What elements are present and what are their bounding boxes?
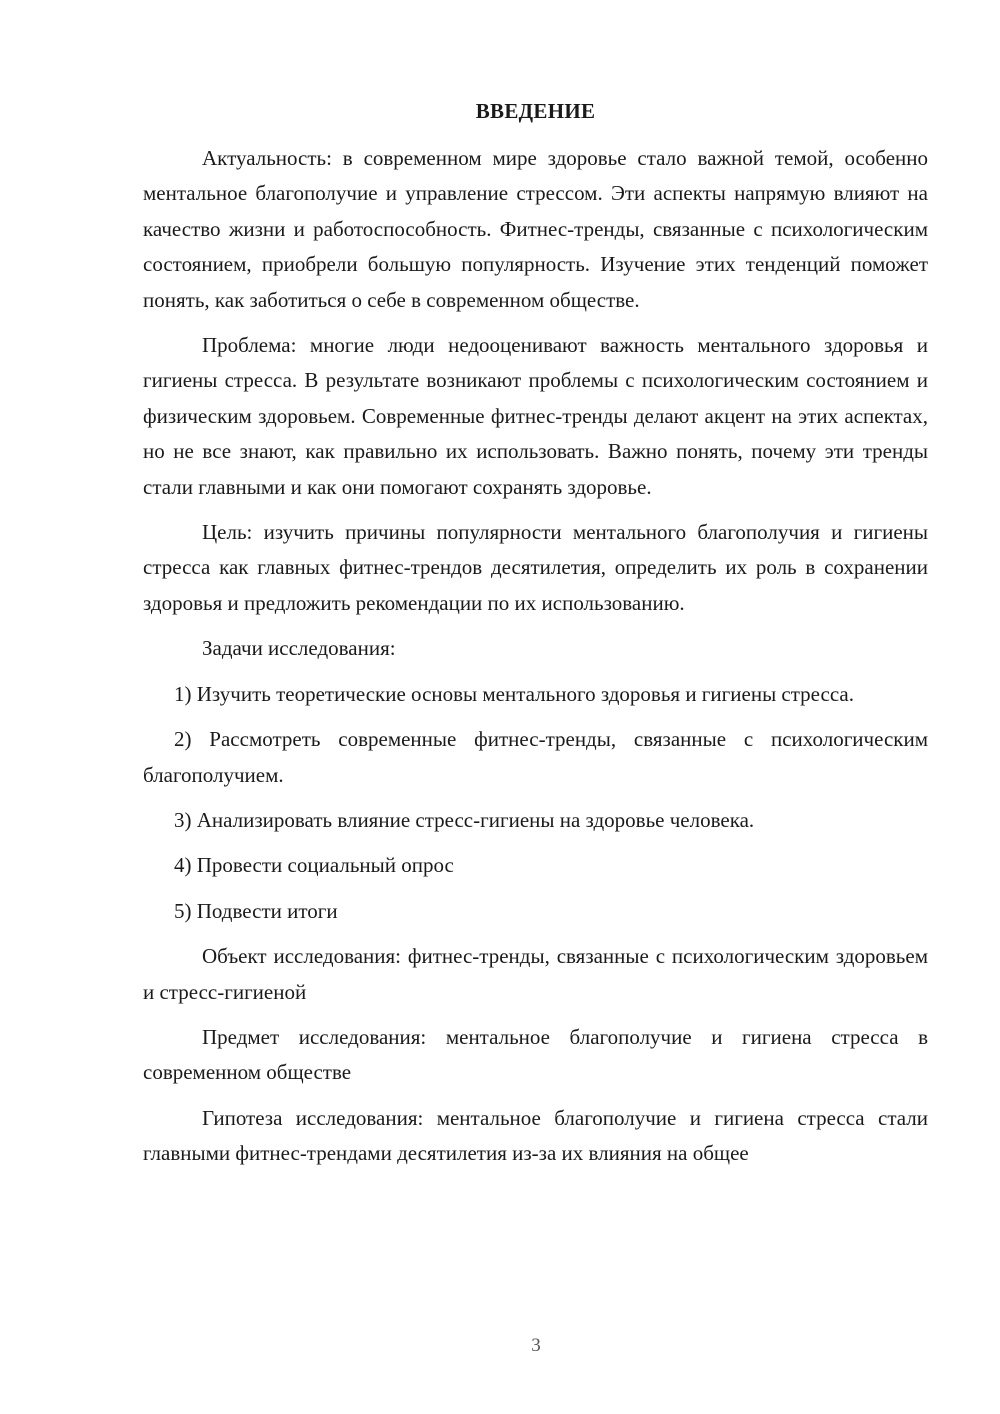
- paragraph-relevance: Актуальность: в современном мире здоровье стало важной темой, особенно ментальное благополучие и управление стрессом. Эти аспекты напрямую влияют на качество жизни и работоспособность. Фитнес-тренды, связанные с психологическим состоянием, приобрели большую популярность. Изучение этих тенденций поможет понять, как заботиться о себе в современном обществе.: [143, 146, 928, 312]
- task-item-2: 2) Рассмотреть современные фитнес-тренды, связанные с психологическим благополучием.: [143, 727, 928, 787]
- paragraph-object: Объект исследования: фитнес-тренды, связанные с психологическим здоровьем и стресс-гигиеной: [143, 944, 928, 1004]
- paragraph-subject: Предмет исследования: ментальное благополучие и гигиена стресса в современном обществе: [143, 1024, 928, 1085]
- paragraph-goal: Цель: изучить причины популярности ментального благополучия и гигиены стресса как главных фитнес-трендов десятилетия, определить их роль в сохранении здоровья и предложить рекомендации по их использованию.: [143, 520, 928, 615]
- paragraph-tasks-heading: Задачи исследования:: [202, 636, 396, 661]
- page-number: 3: [531, 1335, 541, 1356]
- paragraph-hypothesis: Гипотеза исследования: ментальное благополучие и гигиена стресса стали главными фитнес-трендами десятилетия из-за их влияния на общее: [143, 1105, 928, 1166]
- task-item-1: 1) Изучить теоретические основы ментального здоровья и гигиены стресса.: [174, 681, 854, 706]
- task-item-5: 5) Подвести итоги: [174, 898, 338, 923]
- task-item-4: 4) Провести социальный опрос: [174, 853, 454, 878]
- paragraph-problem: Проблема: многие люди недооценивают важность ментального здоровья и гигиены стресса. В результате возникают проблемы с психологическим состоянием и физическим здоровьем. Современные фитнес-тренды делают акцент на этих аспектах, но не все знают, как правильно их использовать. Важно понять, почему эти тренды стали главными и как они помогают сохранять здоровье.: [143, 333, 928, 499]
- task-item-3: 3) Анализировать влияние стресс-гигиены на здоровье человека.: [174, 807, 755, 832]
- body-text: [143, 141, 928, 1172]
- section-title: ВВЕДЕНИЕ: [475, 99, 596, 123]
